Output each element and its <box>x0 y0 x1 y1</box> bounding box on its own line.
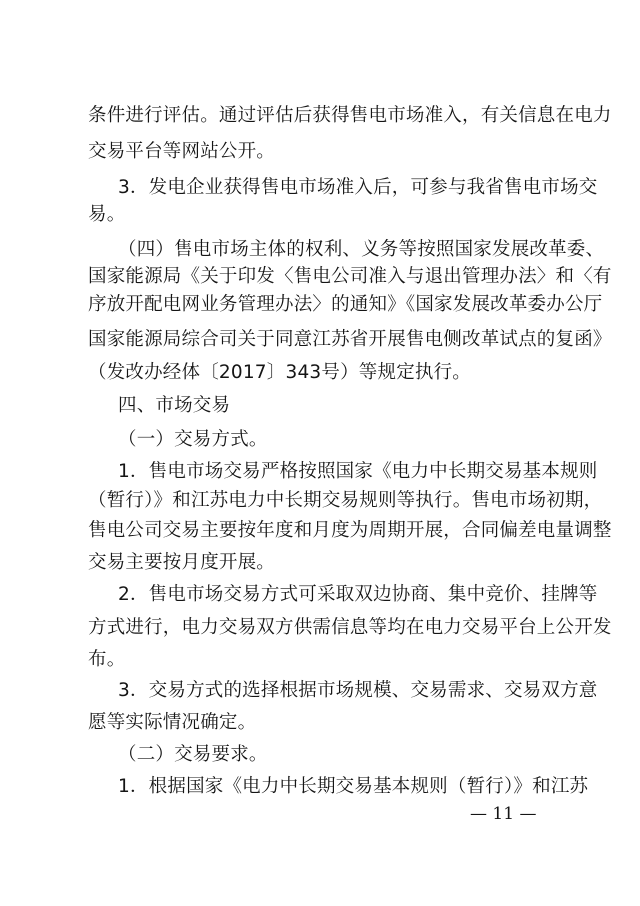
text-line: 3．发电企业获得售电市场准入后，可参与我省售电市场交 <box>118 177 598 198</box>
text-line: 易。 <box>88 204 126 225</box>
text-line: 国家能源局综合司关于同意江苏省开展售电侧改革试点的复函》 <box>88 329 612 350</box>
subsection-heading: （二）交易要求。 <box>118 744 268 765</box>
text-line: 2．售电市场交易方式可采取双边协商、集中竞价、挂牌等 <box>118 584 598 605</box>
subsection-heading: （一）交易方式。 <box>118 429 268 450</box>
section-heading: 四、市场交易 <box>118 395 231 416</box>
text-line: 布。 <box>88 649 126 670</box>
text-line: 1．售电市场交易严格按照国家《电力中长期交易基本规则 <box>118 461 598 482</box>
text-line: 售电公司交易主要按年度和月度为周期开展，合同偏差电量调整 <box>88 520 612 541</box>
text-line: （暂行）》和江苏电力中长期交易规则等执行。售电市场初期， <box>88 490 603 511</box>
text-line: 序放开配电网业务管理办法〉的通知》《国家发展改革委办公厅 <box>88 294 603 315</box>
text-line: （四）售电市场主体的权利、义务等按照国家发展改革委、 <box>118 239 605 260</box>
text-line: 国家能源局《关于印发〈售电公司准入与退出管理办法〉和〈有 <box>88 266 612 287</box>
text-line: 条件进行评估。通过评估后获得售电市场准入，有关信息在电力 <box>88 105 612 126</box>
text-line: 方式进行，电力交易双方供需信息等均在电力交易平台上公开发 <box>88 617 612 638</box>
text-line: 1．根据国家《电力中长期交易基本规则（暂行）》和江苏 <box>118 776 589 797</box>
text-line: 交易主要按月度开展。 <box>88 552 276 573</box>
text-line: 愿等实际情况确定。 <box>88 712 257 733</box>
text-line: （发改办经体〔2017〕343号）等规定执行。 <box>88 362 471 383</box>
page-number: — 11 — <box>470 804 537 824</box>
text-line: 交易平台等网站公开。 <box>88 141 276 162</box>
text-line: 3．交易方式的选择根据市场规模、交易需求、交易双方意 <box>118 680 598 701</box>
